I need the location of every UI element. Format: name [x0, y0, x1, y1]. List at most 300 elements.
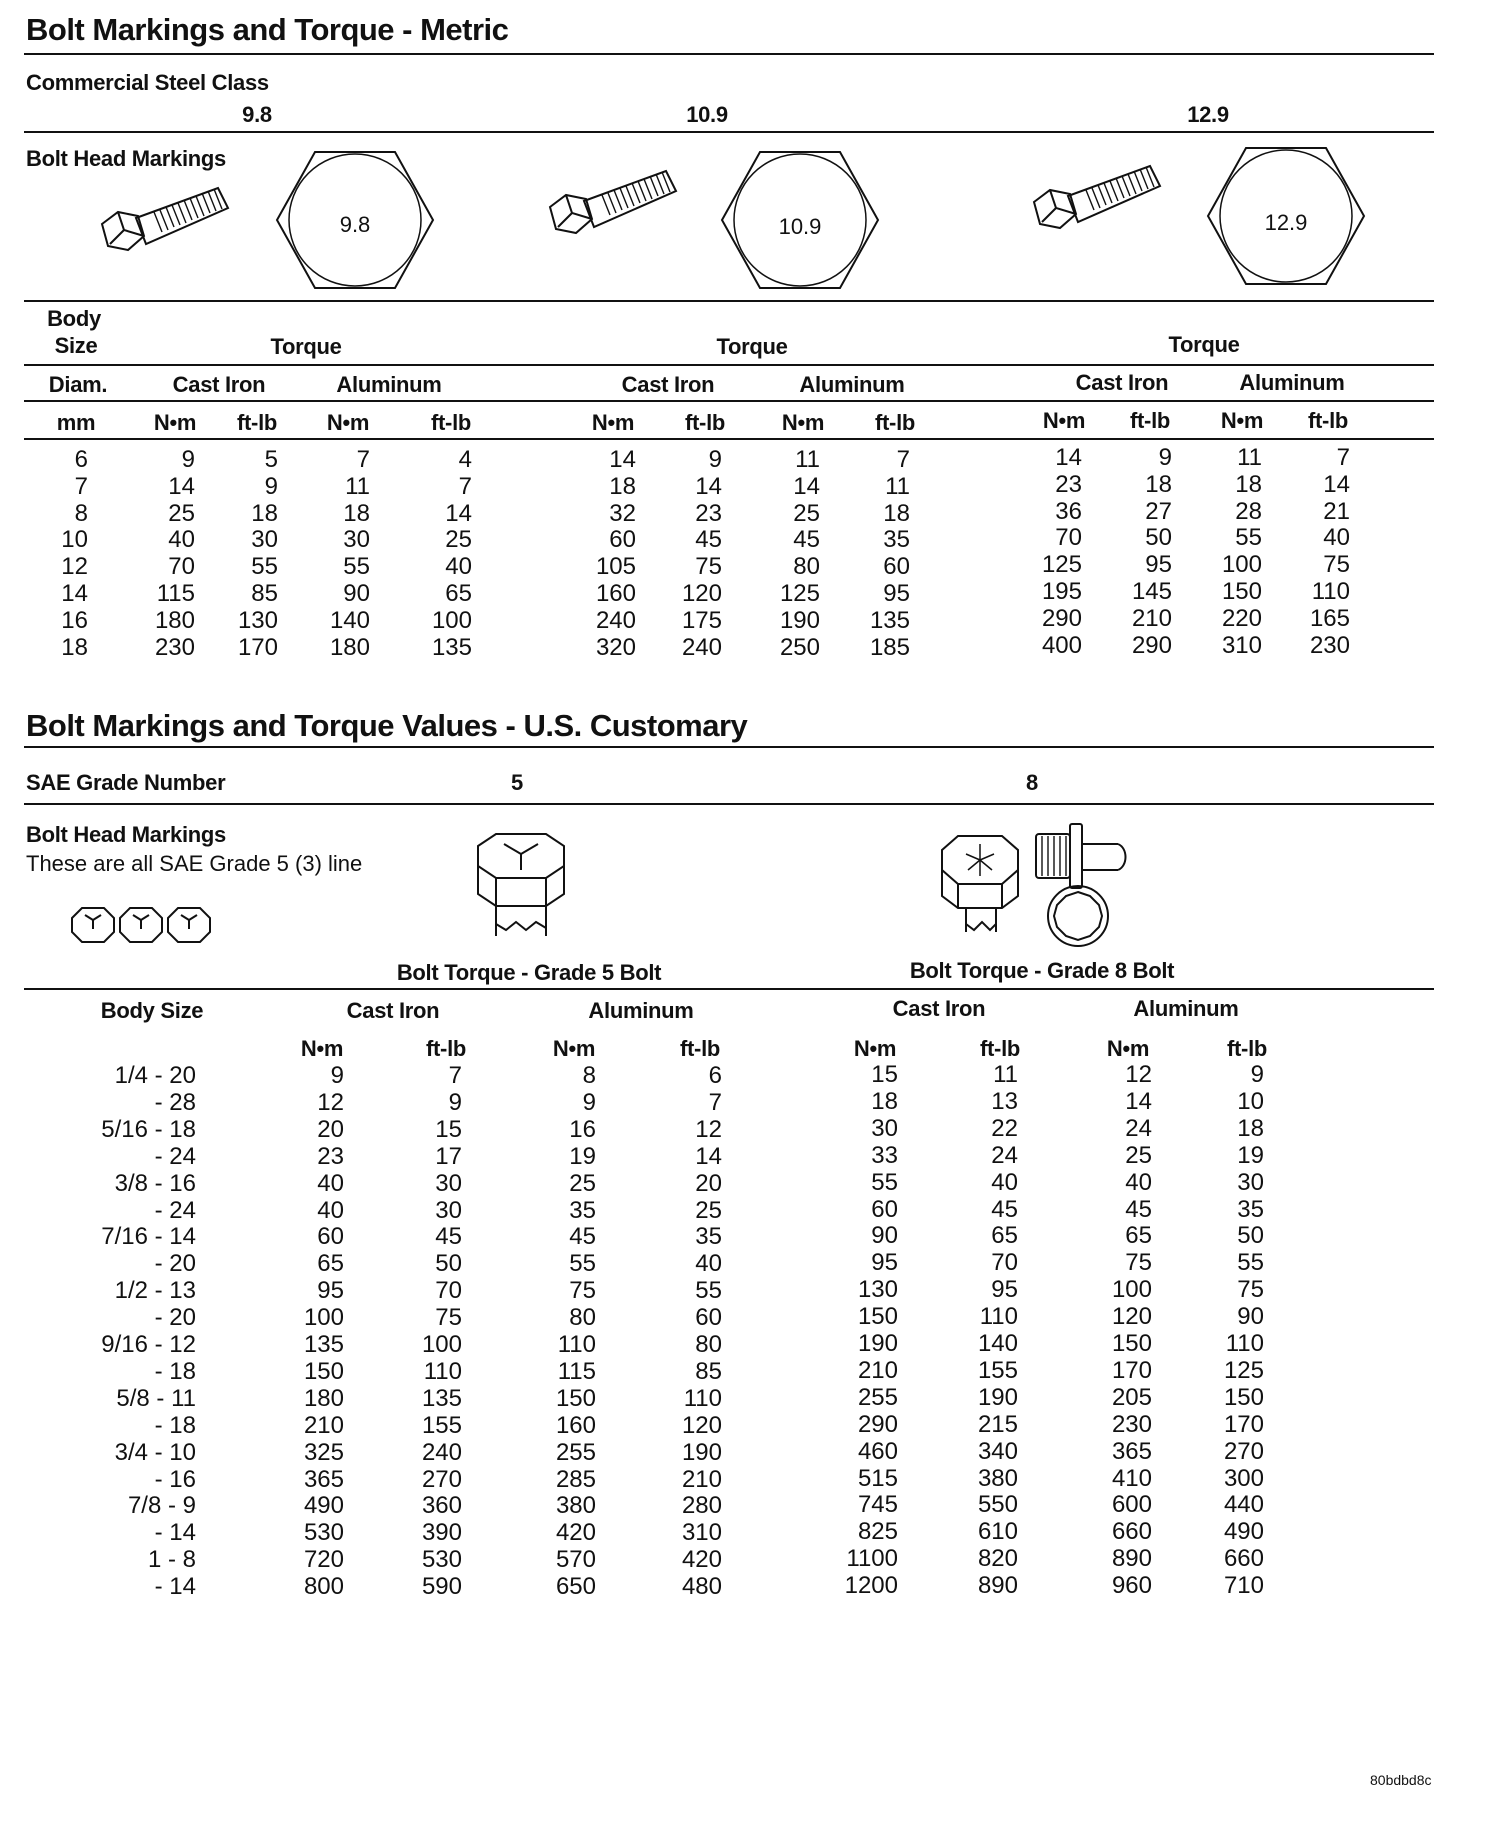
torque-cell: 14 [445, 499, 472, 527]
torque-cell: 100 [1221, 551, 1262, 579]
torque-cell: 21 [1323, 497, 1350, 525]
torque-cell: 365 [1111, 1437, 1152, 1465]
torque-label-10-9: Torque [716, 334, 788, 359]
torque-cell: 70 [168, 553, 195, 581]
torque-cell: 270 [1223, 1437, 1264, 1465]
class-10-9: 10.9 [686, 102, 728, 127]
ftlb-header: ft-lb [1307, 408, 1349, 433]
torque-cell: 55 [1235, 524, 1262, 552]
torque-cell: 95 [871, 1249, 898, 1277]
torque-cell: 45 [793, 526, 820, 554]
torque-cell: 32 [609, 499, 636, 527]
torque-cell: 30 [343, 526, 370, 554]
torque-cell: 285 [555, 1465, 596, 1493]
torque-cell: 135 [303, 1331, 344, 1358]
torque-cell: 90 [1237, 1303, 1264, 1331]
body-diameter-cell: 8 [74, 499, 88, 527]
torque-cell: 9 [1250, 1061, 1264, 1088]
torque-cell: 7 [896, 446, 910, 473]
torque-cell: 240 [681, 633, 722, 661]
torque-cell: 205 [1111, 1383, 1152, 1411]
nm-header: N•m [300, 1036, 344, 1061]
torque-cell: 150 [555, 1384, 596, 1412]
torque-cell: 14 [1055, 444, 1082, 471]
torque-cell: 19 [1237, 1141, 1264, 1169]
cast-iron-header: Cast Iron [1075, 370, 1169, 395]
torque-cell: 60 [317, 1223, 344, 1251]
torque-cell: 170 [1223, 1410, 1264, 1438]
body-diameter-cell: 12 [61, 553, 88, 581]
torque-cell: 55 [343, 553, 370, 581]
torque-cell: 40 [1125, 1168, 1152, 1196]
torque-cell: 890 [977, 1572, 1018, 1600]
torque-cell: 150 [1111, 1330, 1152, 1357]
torque-cell: 9 [582, 1088, 596, 1116]
torque-cell: 110 [979, 1303, 1018, 1331]
torque-cell: 55 [695, 1277, 722, 1305]
torque-cell: 40 [695, 1250, 722, 1278]
torque-cell: 440 [1223, 1491, 1264, 1519]
torque-cell: 1100 [846, 1545, 898, 1573]
torque-cell: 17 [435, 1142, 462, 1170]
torque-cell: 310 [681, 1519, 722, 1547]
torque-cell: 185 [869, 633, 910, 661]
torque-cell: 28 [1235, 497, 1262, 525]
grade-8-torque-title: Bolt Torque - Grade 8 Bolt [909, 958, 1175, 983]
torque-cell: 50 [1237, 1222, 1264, 1250]
torque-cell: 150 [1223, 1383, 1264, 1411]
aluminum-header: Aluminum [336, 372, 442, 397]
torque-cell: 60 [609, 526, 636, 554]
torque-cell: 135 [421, 1384, 462, 1412]
torque-cell: 310 [1221, 631, 1262, 659]
torque-cell: 125 [779, 580, 820, 607]
torque-cell: 170 [1111, 1356, 1152, 1384]
torque-cell: 195 [1041, 578, 1082, 605]
torque-cell: 95 [1145, 551, 1172, 579]
torque-cell: 50 [435, 1250, 462, 1278]
body-size-cell: - 20 [154, 1250, 196, 1278]
ftlb-header: ft-lb [1226, 1036, 1268, 1061]
torque-cell: 270 [421, 1465, 462, 1493]
torque-cell: 190 [977, 1383, 1018, 1411]
torque-cell: 8 [582, 1062, 596, 1089]
torque-cell: 30 [435, 1169, 462, 1197]
torque-cell: 18 [609, 472, 636, 500]
torque-cell: 290 [857, 1410, 898, 1438]
torque-cell: 550 [977, 1491, 1018, 1519]
torque-cell: 14 [1125, 1087, 1152, 1115]
torque-cell: 11 [795, 446, 820, 473]
torque-cell: 95 [991, 1276, 1018, 1304]
torque-cell: 340 [977, 1437, 1018, 1465]
bolt-icon [96, 182, 236, 277]
torque-cell: 18 [251, 499, 278, 527]
torque-cell: 490 [303, 1492, 344, 1520]
torque-cell: 60 [871, 1195, 898, 1223]
torque-cell: 14 [1323, 470, 1350, 498]
torque-cell: 45 [695, 526, 722, 554]
torque-cell: 90 [343, 580, 370, 607]
torque-cell: 530 [303, 1519, 344, 1547]
torque-cell: 165 [1309, 604, 1350, 632]
torque-cell: 40 [168, 526, 195, 554]
torque-cell: 25 [695, 1196, 722, 1224]
torque-cell: 24 [1125, 1114, 1152, 1142]
torque-cell: 745 [857, 1491, 898, 1519]
torque-cell: 130 [857, 1276, 898, 1304]
torque-cell: 400 [1041, 631, 1082, 659]
torque-cell: 30 [435, 1196, 462, 1224]
torque-cell: 180 [154, 606, 195, 634]
nm-header: N•m [552, 1036, 596, 1061]
divider [24, 438, 1434, 440]
mm-label: mm [56, 410, 96, 435]
torque-cell: 75 [1237, 1276, 1264, 1304]
torque-cell: 380 [977, 1464, 1018, 1492]
body-size-header: Body Size [100, 998, 204, 1023]
body-label: Body [47, 306, 101, 331]
torque-cell: 14 [168, 472, 195, 500]
torque-cell: 50 [1145, 524, 1172, 552]
torque-cell: 120 [1111, 1303, 1152, 1331]
torque-cell: 7 [356, 446, 370, 473]
body-size-cell: 3/4 - 10 [114, 1438, 196, 1466]
torque-cell: 230 [154, 633, 195, 661]
grade-5: 5 [511, 770, 523, 795]
grade-5-torque-title: Bolt Torque - Grade 5 Bolt [396, 960, 662, 985]
divider [24, 988, 1434, 990]
torque-cell: 210 [857, 1356, 898, 1384]
torque-cell: 11 [345, 472, 370, 500]
torque-cell: 45 [991, 1195, 1018, 1223]
torque-cell: 210 [681, 1465, 722, 1493]
grade-5-line-note: These are all SAE Grade 5 (3) line [26, 851, 363, 876]
torque-cell: 12 [695, 1115, 722, 1143]
torque-cell: 55 [251, 553, 278, 581]
torque-cell: 120 [681, 580, 722, 607]
torque-cell: 23 [695, 499, 722, 527]
cast-iron-header: Cast Iron [621, 372, 715, 397]
torque-cell: 960 [1111, 1572, 1152, 1600]
divider [24, 803, 1434, 805]
ftlb-header: ft-lb [425, 1036, 467, 1061]
torque-cell: 110 [423, 1357, 462, 1385]
ftlb-header: ft-lb [684, 410, 726, 435]
torque-cell: 210 [303, 1411, 344, 1439]
body-size-cell: - 14 [154, 1573, 196, 1601]
torque-cell: 25 [1125, 1141, 1152, 1169]
nm-header: N•m [853, 1036, 897, 1061]
torque-cell: 18 [883, 499, 910, 527]
torque-cell: 18 [1145, 470, 1172, 498]
divider [24, 300, 1434, 302]
torque-cell: 30 [871, 1114, 898, 1142]
torque-cell: 35 [883, 526, 910, 554]
torque-cell: 825 [857, 1518, 898, 1546]
torque-cell: 70 [991, 1249, 1018, 1277]
body-size-cell: 9/16 - 12 [101, 1331, 196, 1358]
ftlb-header: ft-lb [679, 1036, 721, 1061]
torque-cell: 30 [1237, 1168, 1264, 1196]
torque-cell: 110 [1311, 578, 1350, 605]
torque-cell: 33 [871, 1141, 898, 1169]
torque-cell: 230 [1111, 1410, 1152, 1438]
body-size-cell: 5/16 - 18 [101, 1115, 196, 1143]
cast-iron-header: Cast Iron [892, 996, 986, 1021]
torque-cell: 110 [557, 1331, 596, 1358]
torque-cell: 25 [445, 526, 472, 554]
torque-cell: 150 [857, 1303, 898, 1331]
torque-cell: 365 [303, 1465, 344, 1493]
torque-cell: 255 [857, 1383, 898, 1411]
torque-cell: 90 [871, 1222, 898, 1250]
torque-cell: 18 [871, 1087, 898, 1115]
torque-cell: 80 [793, 553, 820, 581]
torque-cell: 155 [977, 1356, 1018, 1384]
torque-cell: 230 [1309, 631, 1350, 659]
grade-8: 8 [1026, 770, 1038, 795]
torque-cell: 220 [1221, 604, 1262, 632]
torque-cell: 255 [555, 1438, 596, 1466]
torque-cell: 420 [681, 1546, 722, 1574]
torque-cell: 20 [317, 1115, 344, 1143]
torque-cell: 105 [595, 553, 636, 581]
torque-cell: 250 [779, 633, 820, 661]
torque-cell: 600 [1111, 1491, 1152, 1519]
torque-cell: 290 [1041, 604, 1082, 632]
torque-cell: 95 [883, 580, 910, 607]
torque-cell: 150 [303, 1357, 344, 1385]
torque-cell: 115 [156, 580, 195, 607]
hex-label-9-8: 9.8 [339, 212, 371, 237]
torque-cell: 70 [435, 1277, 462, 1305]
body-size-cell: - 18 [154, 1411, 196, 1439]
torque-cell: 18 [343, 499, 370, 527]
nm-header: N•m [1220, 408, 1264, 433]
torque-cell: 515 [857, 1464, 898, 1492]
torque-cell: 420 [555, 1519, 596, 1547]
torque-cell: 27 [1145, 497, 1172, 525]
torque-cell: 36 [1055, 497, 1082, 525]
torque-cell: 18 [1237, 1114, 1264, 1142]
torque-cell: 40 [445, 553, 472, 581]
torque-cell: 12 [317, 1088, 344, 1116]
torque-cell: 40 [317, 1169, 344, 1197]
nm-header: N•m [326, 410, 370, 435]
torque-cell: 820 [977, 1545, 1018, 1573]
torque-cell: 25 [569, 1169, 596, 1197]
torque-cell: 280 [681, 1492, 722, 1520]
aluminum-header: Aluminum [1239, 370, 1345, 395]
torque-cell: 12 [1125, 1061, 1152, 1088]
body-diameter-cell: 16 [61, 606, 88, 634]
body-size-cell: - 28 [154, 1088, 196, 1116]
body-size-cell: 7/16 - 14 [101, 1223, 196, 1251]
torque-cell: 6 [708, 1062, 722, 1089]
torque-cell: 65 [1125, 1222, 1152, 1250]
torque-cell: 75 [695, 553, 722, 581]
body-diameter-cell: 14 [61, 580, 88, 607]
aluminum-header: Aluminum [799, 372, 905, 397]
body-size-cell: - 24 [154, 1142, 196, 1170]
bolt-icon [1028, 160, 1168, 255]
torque-cell: 1200 [844, 1572, 898, 1600]
grade-5-head-markings-icon [68, 904, 213, 946]
torque-cell: 60 [883, 553, 910, 581]
torque-cell: 45 [1125, 1195, 1152, 1223]
torque-cell: 35 [1237, 1195, 1264, 1223]
torque-cell: 130 [237, 606, 278, 634]
torque-cell: 110 [683, 1384, 722, 1412]
torque-cell: 7 [1336, 444, 1350, 471]
bolt-head-markings-label: Bolt Head Markings [26, 146, 226, 171]
ftlb-header: ft-lb [874, 410, 916, 435]
body-size-cell: - 14 [154, 1519, 196, 1547]
metric-title: Bolt Markings and Torque - Metric [26, 12, 509, 47]
torque-cell: 9 [1158, 444, 1172, 471]
torque-cell: 7 [448, 1062, 462, 1089]
cast-iron-header: Cast Iron [346, 998, 440, 1023]
torque-cell: 650 [555, 1573, 596, 1601]
torque-cell: 100 [303, 1304, 344, 1332]
torque-cell: 85 [251, 580, 278, 607]
torque-cell: 11 [1237, 444, 1262, 471]
body-diameter-cell: 6 [74, 446, 88, 473]
torque-cell: 610 [977, 1518, 1018, 1546]
body-size-cell: 3/8 - 16 [114, 1169, 196, 1197]
torque-cell: 9 [448, 1088, 462, 1116]
torque-cell: 23 [1055, 470, 1082, 498]
torque-cell: 300 [1223, 1464, 1264, 1492]
torque-cell: 380 [555, 1492, 596, 1520]
torque-cell: 210 [1131, 604, 1172, 632]
torque-cell: 30 [251, 526, 278, 554]
body-size-cell: - 16 [154, 1465, 196, 1493]
nm-header: N•m [153, 410, 197, 435]
torque-cell: 590 [421, 1573, 462, 1601]
body-size-cell: - 24 [154, 1196, 196, 1224]
diam-label: Diam. [48, 372, 108, 397]
body-size-cell: - 18 [154, 1357, 196, 1385]
body-diameter-cell: 7 [74, 472, 88, 500]
torque-cell: 55 [871, 1168, 898, 1196]
torque-cell: 145 [1131, 578, 1172, 605]
torque-cell: 7 [458, 472, 472, 500]
torque-cell: 45 [569, 1223, 596, 1251]
torque-cell: 660 [1111, 1518, 1152, 1546]
nm-header: N•m [591, 410, 635, 435]
bolt-icon [544, 165, 684, 260]
divider [24, 53, 1434, 55]
torque-cell: 720 [303, 1546, 344, 1574]
torque-cell: 170 [237, 633, 278, 661]
torque-cell: 390 [421, 1519, 462, 1547]
ftlb-header: ft-lb [236, 410, 278, 435]
torque-cell: 110 [1225, 1330, 1264, 1357]
torque-cell: 800 [303, 1573, 344, 1601]
torque-cell: 215 [977, 1410, 1018, 1438]
torque-cell: 11 [993, 1061, 1018, 1088]
torque-cell: 18 [1235, 470, 1262, 498]
body-diameter-cell: 10 [61, 526, 88, 554]
body-size-cell: 7/8 - 9 [127, 1492, 196, 1520]
torque-cell: 135 [869, 606, 910, 634]
torque-cell: 290 [1131, 631, 1172, 659]
torque-cell: 4 [458, 446, 472, 473]
torque-cell: 19 [569, 1142, 596, 1170]
class-9-8: 9.8 [242, 102, 272, 127]
torque-cell: 85 [695, 1357, 722, 1385]
torque-cell: 100 [421, 1331, 462, 1358]
torque-cell: 65 [445, 580, 472, 607]
torque-cell: 14 [695, 1142, 722, 1170]
torque-cell: 9 [330, 1062, 344, 1089]
torque-cell: 9 [264, 472, 278, 500]
torque-cell: 35 [695, 1223, 722, 1251]
divider [24, 131, 1434, 133]
torque-cell: 660 [1223, 1545, 1264, 1573]
torque-cell: 14 [695, 472, 722, 500]
ftlb-header: ft-lb [1129, 408, 1171, 433]
torque-cell: 160 [555, 1411, 596, 1439]
torque-cell: 9 [181, 446, 195, 473]
torque-cell: 10 [1237, 1087, 1264, 1115]
torque-cell: 15 [871, 1061, 898, 1088]
body-diameter-cell: 18 [61, 633, 88, 661]
nm-header: N•m [781, 410, 825, 435]
torque-cell: 65 [317, 1250, 344, 1278]
torque-cell: 120 [681, 1411, 722, 1439]
torque-cell: 150 [1221, 578, 1262, 605]
torque-cell: 11 [885, 472, 910, 500]
torque-cell: 45 [435, 1223, 462, 1251]
grade-8-bolt-icon [938, 820, 1138, 950]
torque-cell: 190 [779, 606, 820, 634]
torque-cell: 75 [569, 1277, 596, 1305]
torque-cell: 160 [595, 580, 636, 607]
torque-cell: 175 [681, 606, 722, 634]
torque-cell: 410 [1111, 1464, 1152, 1492]
commercial-steel-class-label: Commercial Steel Class [26, 70, 269, 95]
torque-cell: 40 [317, 1196, 344, 1224]
torque-cell: 75 [435, 1304, 462, 1332]
torque-cell: 20 [695, 1169, 722, 1197]
torque-cell: 180 [329, 633, 370, 661]
torque-cell: 140 [977, 1330, 1018, 1357]
torque-cell: 9 [708, 446, 722, 473]
size-label: Size [54, 333, 98, 358]
us-bolt-head-markings-label: Bolt Head Markings [26, 822, 226, 847]
torque-cell: 570 [555, 1546, 596, 1574]
torque-cell: 115 [557, 1357, 596, 1385]
torque-cell: 125 [1223, 1356, 1264, 1384]
nm-header: N•m [1106, 1036, 1150, 1061]
torque-cell: 180 [303, 1384, 344, 1412]
torque-cell: 14 [793, 472, 820, 500]
torque-cell: 24 [991, 1141, 1018, 1169]
divider [24, 400, 1434, 402]
divider [24, 746, 1434, 748]
torque-cell: 65 [991, 1222, 1018, 1250]
torque-label-9-8: Torque [270, 334, 342, 359]
torque-cell: 15 [435, 1115, 462, 1143]
figure-code: 80bdbd8c [1370, 1772, 1432, 1788]
torque-cell: 80 [695, 1331, 722, 1358]
torque-cell: 480 [681, 1573, 722, 1601]
torque-label-12-9: Torque [1168, 332, 1240, 357]
body-size-cell: 1 - 8 [147, 1546, 196, 1574]
